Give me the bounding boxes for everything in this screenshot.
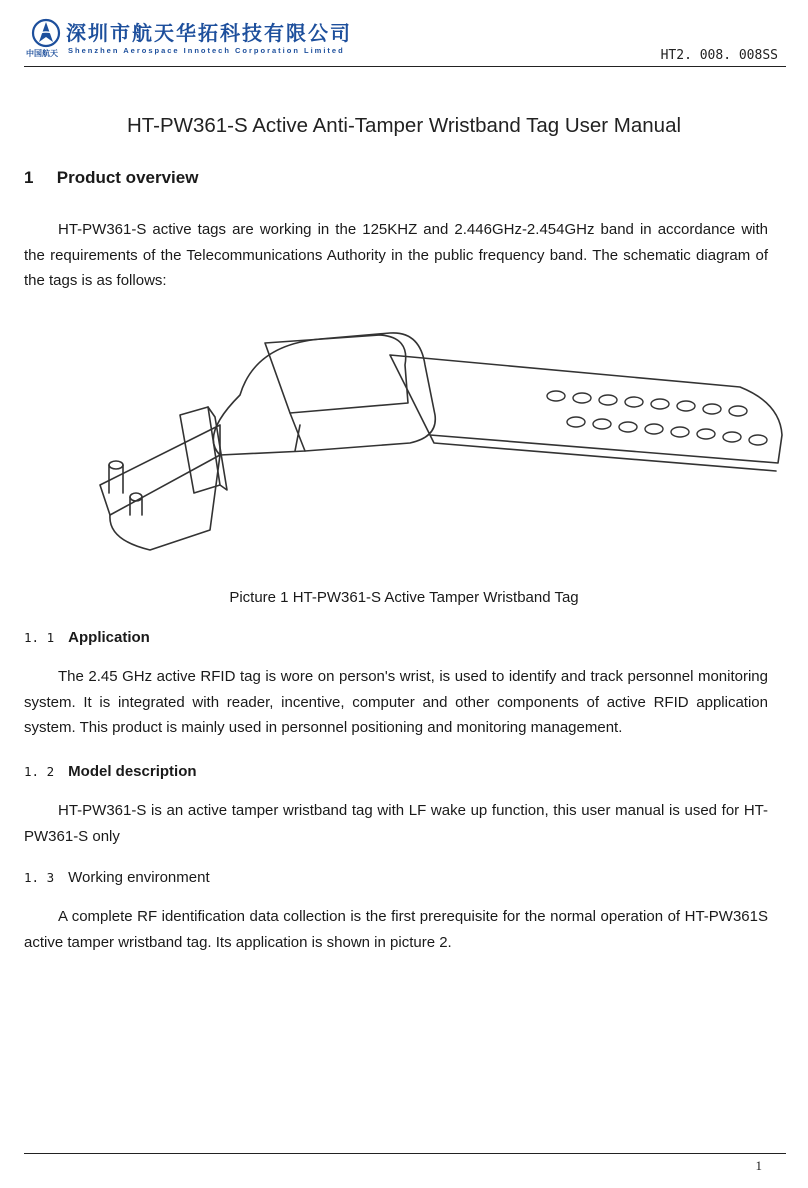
company-name-en: Shenzhen Aerospace Innotech Corporation Limited xyxy=(68,46,345,55)
subsection-heading xyxy=(24,629,150,646)
figure-caption: Picture 1 HT-PW361-S Active Tamper Wristband Tag xyxy=(229,589,579,606)
subsection-number: 1. 1 xyxy=(24,630,55,645)
page-title: HT-PW361-S Active Anti-Tamper Wristband Tag User Manual xyxy=(126,114,682,137)
section-title: Product overview xyxy=(56,168,199,187)
subsection-title: Model description xyxy=(68,763,197,780)
company-name-cn: 深圳市航天华拓科技有限公司 xyxy=(66,21,352,45)
working-environment-paragraph: A complete RF identification data collection is the first prerequisite for the normal operation of HT-PW361S active tamper wristband tag. Its application is shown in picture 2. xyxy=(24,908,768,951)
company-logo-icon xyxy=(30,18,62,48)
overview-paragraph: HT-PW361-S active tags are working in the 125KHZ and 2.446GHz-2.454GHz band in accordance with the requirements of the Telecommunications Authority in the public frequency band. The schematic diagram of the tags is as follows: xyxy=(24,221,768,289)
logo-cn-small: 中国航天 xyxy=(26,49,58,58)
application-paragraph: The 2.45 GHz active RFID tag is wore on person's wrist, is used to identify and track personnel monitoring system. It is integrated with reader, incentive, computer and other components of active RFID application system. This product is mainly used in personnel positioning and monitoring management. xyxy=(24,668,768,736)
section-heading xyxy=(24,168,198,188)
subsection-number: 1. 3 xyxy=(24,870,55,885)
page-number: 1 xyxy=(755,1158,762,1173)
subsection-heading xyxy=(24,869,210,886)
subsection-heading xyxy=(24,763,197,780)
header-divider xyxy=(24,66,786,67)
subsection-title: Application xyxy=(68,629,150,646)
subsection-number: 1. 2 xyxy=(24,764,55,779)
model-description-paragraph: HT-PW361-S is an active tamper wristband tag with LF wake up function, this user manual is used for HT-PW361-S only xyxy=(24,802,768,845)
document-code: HT2. 008. 008SS xyxy=(660,48,778,63)
footer-divider xyxy=(24,1153,786,1154)
section-number: 1 xyxy=(24,168,34,187)
subsection-title: Working environment xyxy=(68,869,210,886)
wristband-illustration xyxy=(90,325,790,575)
page-header xyxy=(26,14,786,68)
